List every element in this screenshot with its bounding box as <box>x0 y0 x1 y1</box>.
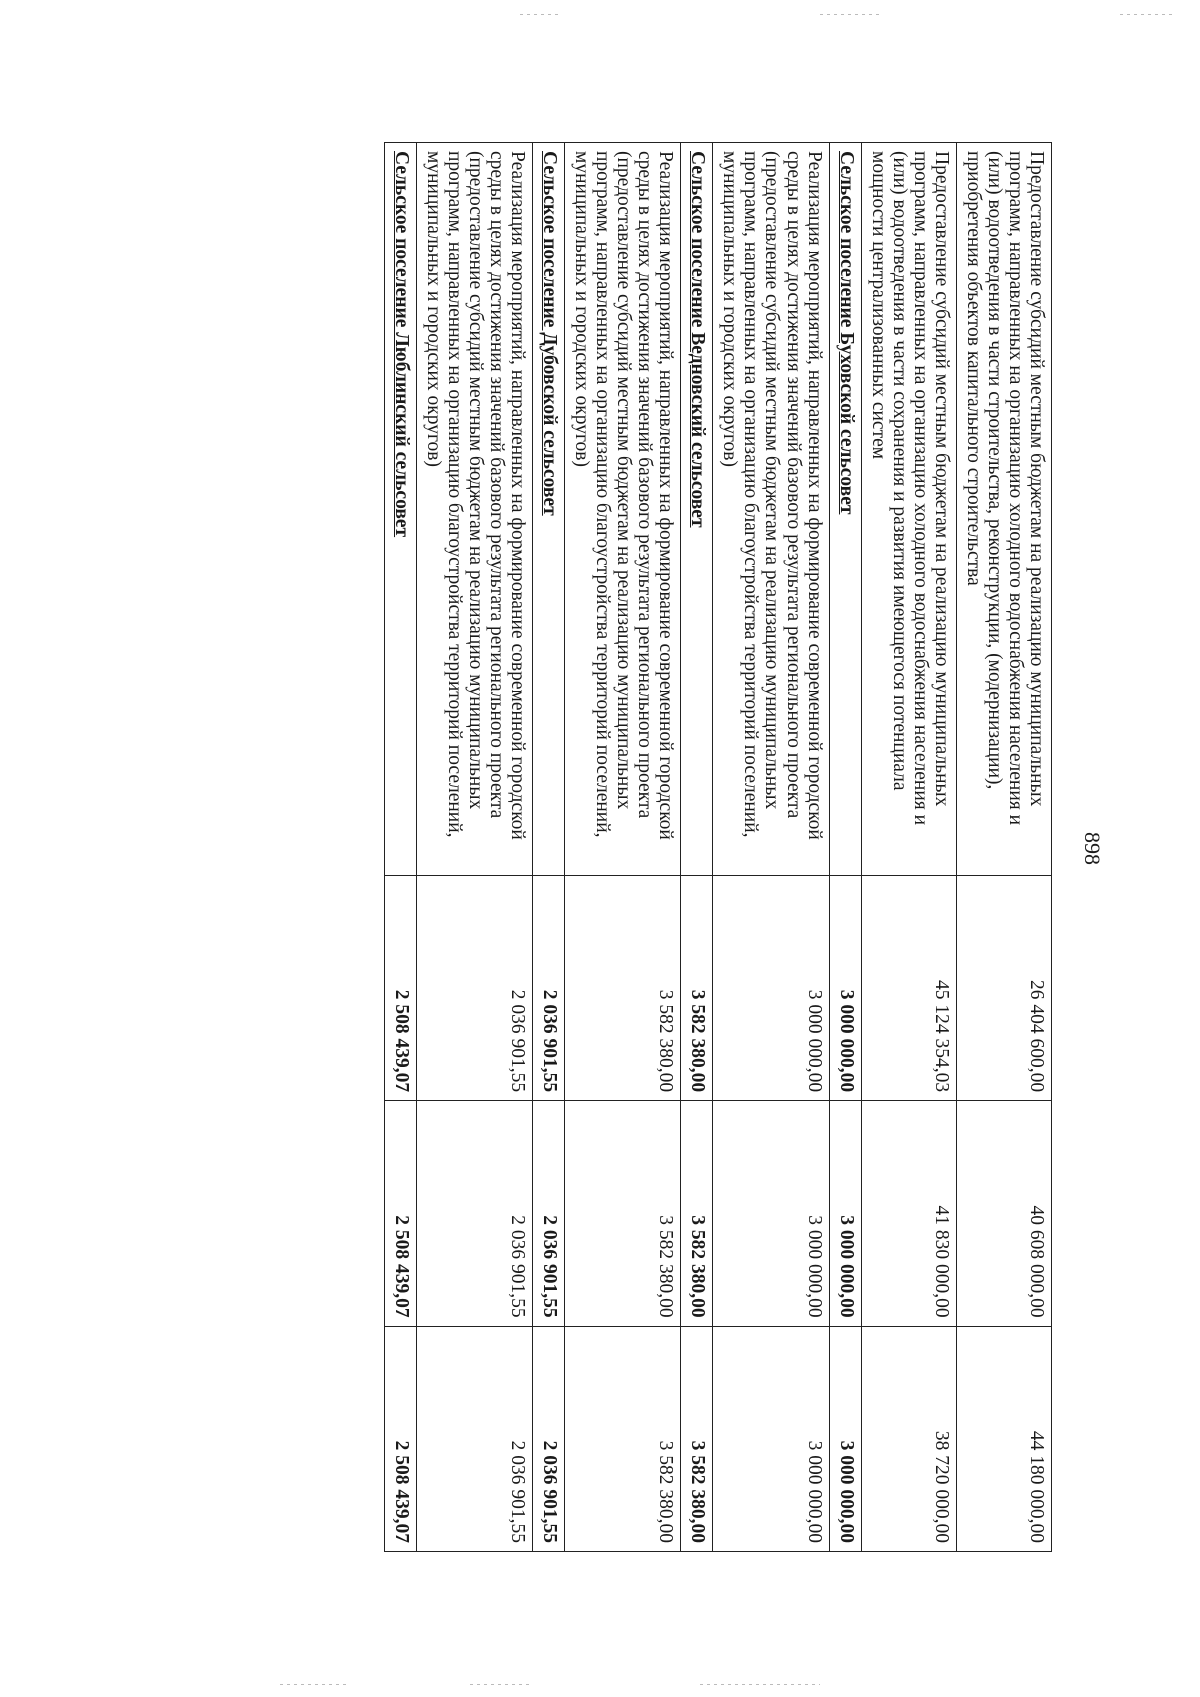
scan-artifact-top <box>820 14 880 15</box>
table-row-subtotal <box>533 143 565 1552</box>
row-value-3: 38 720 000,00 <box>861 1326 956 1551</box>
row-value-1: 2 508 439,07 <box>384 875 416 1100</box>
scan-artifact-top <box>1120 14 1175 15</box>
row-description: Сельское поселение Люблинский сельсовет <box>384 143 416 876</box>
scan-artifact-bottom <box>470 1684 530 1685</box>
row-value-1: 3 000 000,00 <box>829 875 861 1100</box>
row-description: Сельское поселение Буховской сельсовет <box>829 143 861 876</box>
row-description: Сельское поселение Ведновский сельсовет <box>681 143 713 876</box>
table-row-subtotal <box>681 143 713 1552</box>
row-description: Реализация мероприятий, направленных на формирование современной городской среды в целях достижения значений базового результата регионального проекта (предоставление субсидий местным бюджетам на реализацию муниципальных программ, направленных на организацию благоустройства территорий поселений, муниципальных и городских округов) <box>713 143 829 876</box>
row-description: Предоставление субсидий местным бюджетам на реализацию муниципальных программ, направленных на организацию холодного водоснабжения населения и (или) водоотведения в части сохранения и развития имеющегося потенциала мощности централизованных систем <box>861 143 956 876</box>
row-value-3: 2 508 439,07 <box>384 1326 416 1551</box>
row-value-3: 44 180 000,00 <box>956 1326 1051 1551</box>
row-value-3: 3 000 000,00 <box>713 1326 829 1551</box>
row-description: Реализация мероприятий, направленных на формирование современной городской среды в целях достижения значений базового результата регионального проекта (предоставление субсидий местным бюджетам на реализацию муниципальных программ, направленных на организацию благоустройства территорий поселений, муниципальных и городских округов) <box>565 143 681 876</box>
row-value-1: 26 404 600,00 <box>956 875 1051 1100</box>
scan-artifact-top <box>520 14 560 15</box>
page-number: 898 <box>1080 832 1105 865</box>
row-value-2: 40 608 000,00 <box>956 1101 1051 1326</box>
table-row <box>861 143 956 1552</box>
table-row <box>565 143 681 1552</box>
row-value-2: 3 582 380,00 <box>681 1101 713 1326</box>
row-value-1: 3 582 380,00 <box>681 875 713 1100</box>
row-description: Сельское поселение Дубовской сельсовет <box>533 143 565 876</box>
row-value-1: 3 000 000,00 <box>713 875 829 1100</box>
scan-artifact-bottom <box>280 1684 350 1685</box>
row-value-1: 2 036 901,55 <box>533 875 565 1100</box>
row-value-3: 2 036 901,55 <box>416 1326 532 1551</box>
row-value-3: 3 582 380,00 <box>681 1326 713 1551</box>
row-value-2: 3 000 000,00 <box>713 1101 829 1326</box>
row-value-3: 3 000 000,00 <box>829 1326 861 1551</box>
budget-table <box>384 142 1052 1552</box>
row-value-3: 2 036 901,55 <box>533 1326 565 1551</box>
row-value-1: 45 124 354,03 <box>861 875 956 1100</box>
row-value-2: 2 036 901,55 <box>533 1101 565 1326</box>
row-value-2: 2 036 901,55 <box>416 1101 532 1326</box>
scan-artifact-bottom <box>700 1684 820 1685</box>
row-value-1: 3 582 380,00 <box>565 875 681 1100</box>
row-value-3: 3 582 380,00 <box>565 1326 681 1551</box>
row-value-2: 41 830 000,00 <box>861 1101 956 1326</box>
table-row <box>416 143 532 1552</box>
table-row <box>713 143 829 1552</box>
row-value-1: 2 036 901,55 <box>416 875 532 1100</box>
row-description: Предоставление субсидий местным бюджетам на реализацию муниципальных программ, направленных на организацию холодного водоснабжения населения и (или) водоотведения в части строительства, реконструкции, (модернизации), приобретения объектов капитального строительства <box>956 143 1051 876</box>
row-value-2: 3 582 380,00 <box>565 1101 681 1326</box>
table-row-subtotal <box>829 143 861 1552</box>
row-description: Реализация мероприятий, направленных на формирование современной городской среды в целях достижения значений базового результата регионального проекта (предоставление субсидий местным бюджетам на реализацию муниципальных программ, направленных на организацию благоустройства территорий поселений, муниципальных и городских округов) <box>416 143 532 876</box>
table-row <box>956 143 1051 1552</box>
budget-table-body <box>384 143 1051 1552</box>
row-value-2: 2 508 439,07 <box>384 1101 416 1326</box>
row-value-2: 3 000 000,00 <box>829 1101 861 1326</box>
table-row-subtotal <box>384 143 416 1552</box>
